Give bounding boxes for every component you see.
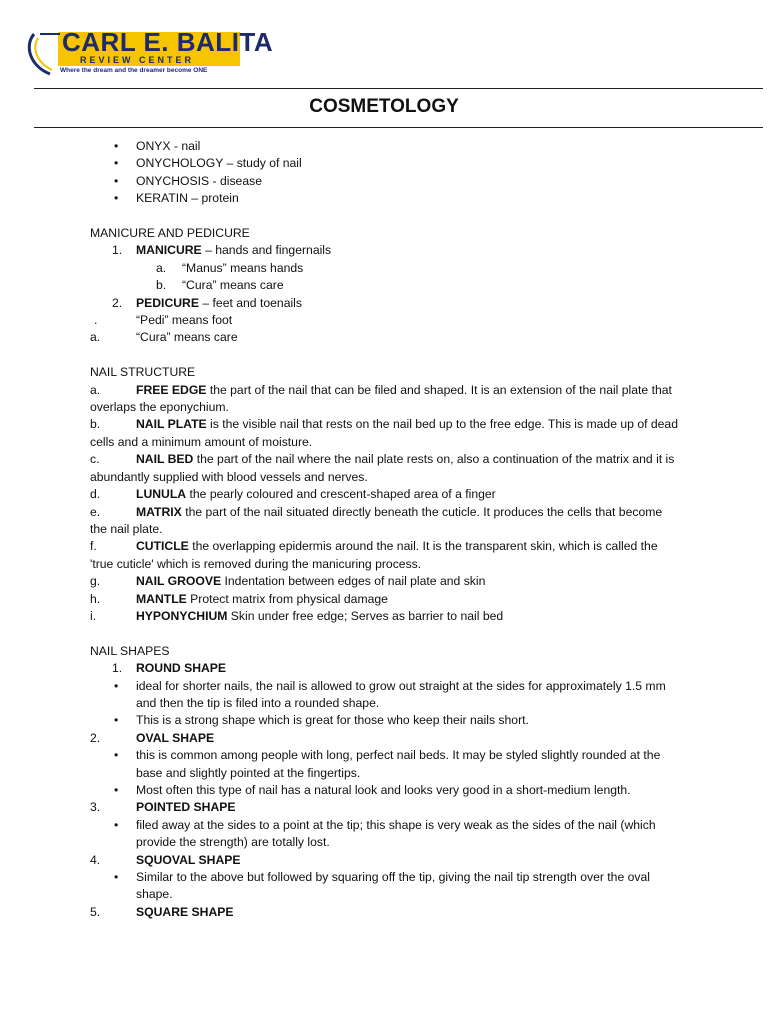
item-description: the overlapping epidermis around the nail. It is the transparent skin, which is called the 'true cuticle' which is removed during the manicuring process.: [90, 539, 658, 571]
bullet-marker: •: [114, 191, 119, 206]
list-item: [90, 190, 690, 207]
list-item-text: ONYCHOSIS - disease: [136, 173, 262, 188]
shape-number: 1.: [112, 661, 123, 676]
item-term: HYPONYCHIUM: [136, 608, 228, 623]
item-term: FREE EDGE: [136, 382, 207, 397]
sub-item-letter: a.: [156, 260, 167, 275]
structure-item: [90, 538, 682, 573]
item-number: 1.: [112, 243, 123, 258]
list-item-text: ONYX - nail: [136, 139, 201, 153]
list-item-text: KERATIN – protein: [136, 191, 239, 206]
item-letter: h.: [90, 591, 101, 606]
item-term: LUNULA: [136, 487, 187, 502]
shape-number: 2.: [90, 730, 101, 745]
sub-item-text: “Cura” means care: [182, 278, 284, 293]
numbered-item: [90, 242, 690, 259]
shape-name: OVAL SHAPE: [136, 730, 215, 745]
section-heading: NAIL STRUCTURE: [90, 365, 196, 380]
sub-item: [90, 277, 690, 294]
item-letter: d.: [90, 487, 101, 502]
item-term: MANTLE: [136, 591, 187, 606]
item-term: NAIL PLATE: [136, 417, 207, 432]
shape-bullet: [90, 712, 670, 729]
bullet-marker: •: [114, 713, 119, 728]
shape-bullet: [90, 817, 670, 852]
page-title: COSMETOLOGY: [309, 96, 459, 117]
item-text: [90, 295, 690, 312]
item-letter: a.: [90, 382, 101, 397]
shape-bullet-text: Similar to the above but followed by squaring off the tip, giving the nail tip strength over the oval shape.: [136, 870, 650, 902]
item-description: the part of the nail situated directly beneath the cuticle. It produces the cells that become the nail plate.: [90, 504, 663, 536]
list-item: [90, 138, 690, 155]
bullet-marker: •: [114, 817, 119, 832]
item-letter: e.: [90, 504, 101, 519]
structure-item: [90, 416, 680, 451]
shape-number: 3.: [90, 800, 101, 815]
structure-item: [90, 486, 680, 503]
logo-name: CARL E. BALITA: [62, 27, 274, 57]
bullet-marker: •: [114, 139, 119, 153]
spacer: [90, 625, 690, 642]
brand-logo: [20, 27, 274, 76]
shape-bullet-text: Most often this type of nail has a natural look and looks very good in a short-medium length.: [136, 782, 631, 797]
shape-bullet-text: ideal for shorter nails, the nail is allowed to grow out straight at the sides for approximately 1.5 mm and then the tip is filed into a rounded shape.: [136, 678, 666, 710]
logo-tagline: Where the dream and the dreamer become ONE: [60, 67, 208, 74]
sub-item-letter: b.: [156, 278, 167, 293]
sub-item-letter: .: [94, 313, 98, 328]
item-description: – feet and toenails: [198, 295, 302, 310]
sub-item-text: “Cura” means care: [136, 330, 238, 345]
item-number: 2.: [112, 295, 123, 310]
list-item-text: ONYCHOLOGY – study of nail: [136, 156, 302, 171]
item-letter: i.: [90, 608, 97, 623]
shape-number: 4.: [90, 852, 101, 867]
shape-bullet: [90, 747, 670, 782]
shape-item: [90, 660, 690, 677]
spacer: [90, 347, 690, 364]
item-term: CUTICLE: [136, 539, 189, 554]
header-rule-top: [34, 88, 763, 89]
structure-item: [90, 451, 682, 486]
item-letter: f.: [90, 539, 97, 554]
item-description: Skin under free edge; Serves as barrier to nail bed: [227, 608, 504, 623]
shape-bullet-text: This is a strong shape which is great for those who keep their nails short.: [136, 713, 529, 728]
structure-item: [90, 573, 680, 590]
item-letter: b.: [90, 417, 101, 432]
item-letter: g.: [90, 574, 101, 589]
shape-name: SQUOVAL SHAPE: [136, 852, 241, 867]
structure-item: [90, 591, 680, 608]
shape-item: [90, 852, 690, 869]
item-term: MATRIX: [136, 504, 182, 519]
spacer: [90, 208, 690, 225]
logo-subtitle: REVIEW CENTER: [80, 55, 195, 65]
structure-item: [90, 608, 680, 625]
bullet-marker: •: [114, 173, 119, 188]
sub-item-text: “Pedi” means foot: [136, 313, 233, 328]
item-description: – hands and fingernails: [201, 243, 332, 258]
shape-bullet: [90, 678, 670, 713]
shape-bullet-text: this is common among people with long, perfect nail beds. It may be styled slightly rounded at the base and slightly pointed at the fingertips.: [136, 748, 661, 780]
bullet-marker: •: [114, 156, 119, 171]
item-description: the pearly coloured and crescent-shaped area of a finger: [186, 487, 496, 502]
shape-bullet: [90, 869, 660, 904]
shape-item: [90, 799, 690, 816]
item-text: [90, 242, 690, 259]
bullet-marker: •: [114, 678, 119, 693]
item-description: is the visible nail that rests on the nail bed up to the free edge. This is made up of dead cells and a minimum amount of moisture.: [90, 417, 678, 449]
shape-name: SQUARE SHAPE: [136, 904, 234, 919]
sub-item: [90, 312, 690, 329]
structure-item: [90, 382, 680, 417]
sub-item-letter: a.: [90, 330, 101, 345]
section-heading: NAIL SHAPES: [90, 643, 170, 658]
item-description: the part of the nail where the nail plate rests on, also a continuation of the matrix and it is abundantly supplied with blood vessels and nerves.: [90, 452, 675, 484]
item-description: Protect matrix from physical damage: [186, 591, 388, 606]
shape-bullet-text: filed away at the sides to a point at the tip; this shape is very weak as the sides of the nail (which provide the strength) are totally lost.: [136, 817, 656, 850]
item-description: Indentation between edges of nail plate and skin: [221, 574, 486, 589]
shape-item: [90, 730, 690, 747]
section-heading: MANICURE AND PEDICURE: [90, 226, 250, 241]
shape-number: 5.: [90, 904, 101, 919]
shape-name: POINTED SHAPE: [136, 800, 236, 815]
header-rule-bottom: [34, 127, 763, 128]
list-item: [90, 173, 690, 190]
list-item: [90, 155, 690, 172]
shape-name: ROUND SHAPE: [136, 661, 227, 676]
item-term: NAIL GROOVE: [136, 574, 222, 589]
bullet-marker: •: [114, 782, 119, 797]
shape-item: [90, 904, 690, 921]
sub-item-text: “Manus” means hands: [182, 260, 304, 275]
item-description: the part of the nail that can be filed and shaped. It is an extension of the nail plate that overlaps the eponychium.: [90, 382, 672, 415]
bullet-marker: •: [114, 748, 119, 763]
structure-item: [90, 504, 665, 539]
sub-item: [90, 329, 690, 346]
document-body: [90, 138, 690, 921]
item-term: MANICURE: [136, 243, 202, 258]
item-term: PEDICURE: [136, 295, 199, 310]
item-term: NAIL BED: [136, 452, 194, 467]
sub-item: [90, 260, 690, 277]
item-letter: c.: [90, 452, 100, 467]
bullet-marker: •: [114, 870, 119, 885]
shape-bullet: [90, 782, 670, 799]
numbered-item: [90, 295, 690, 312]
